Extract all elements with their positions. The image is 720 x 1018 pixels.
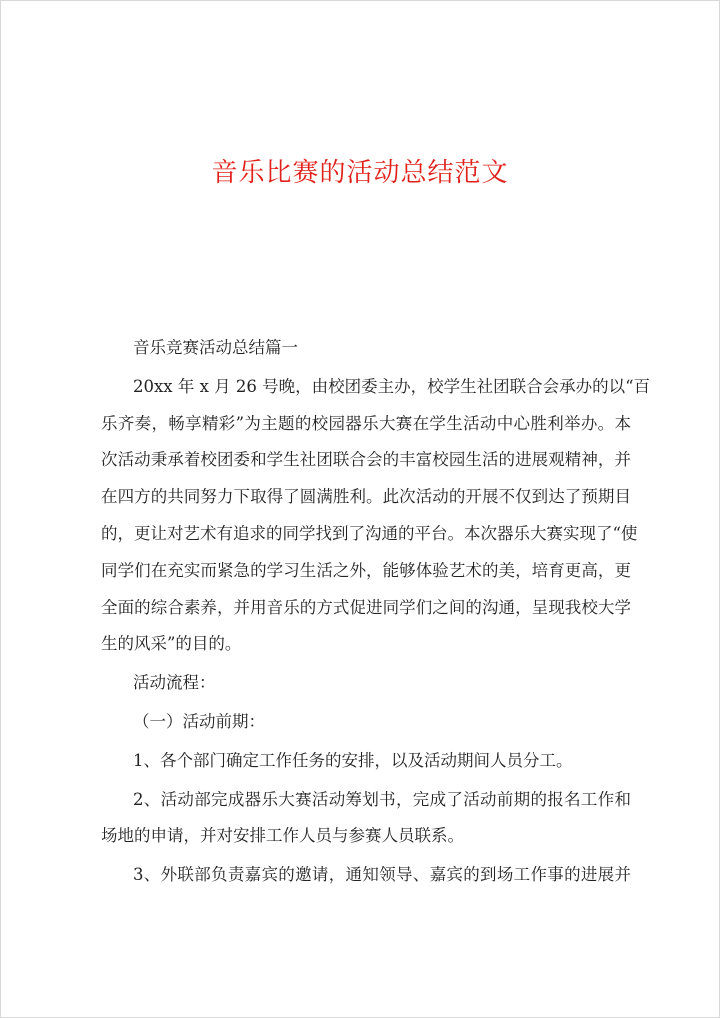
text-line: 20xx 年 x 月 26 号晚，由校团委主办，校学生社团联合会承办的以“百 [133, 376, 651, 396]
text-line: 3、外联部负责嘉宾的邀请，通知领导、嘉宾的到场工作事的进展并 [133, 865, 631, 885]
text-line: 场地的申请，并对安排工作人员与参赛人员联系。 [101, 826, 464, 846]
text-line: 生的风采”的目的。 [101, 634, 242, 654]
text-line: 在四方的共同努力下取得了圆满胜利。此次活动的开展不仅到达了预期目 [101, 487, 631, 507]
paragraph-item-2 [101, 782, 631, 856]
text-line: 活动流程： [133, 673, 216, 693]
paragraph-phase-one [101, 704, 631, 741]
text-line: 1、各个部门确定工作任务的安排，以及活动期间人员分工。 [133, 750, 573, 770]
text-line: 同学们在充实而紧急的学习生活之外，能够体验艺术的美，培育更高，更 [101, 560, 631, 580]
text-line: （一）活动前期： [133, 711, 265, 731]
text-line: 2、活动部完成器乐大赛活动筹划书，完成了活动前期的报名工作和 [133, 789, 631, 809]
document-body [101, 328, 651, 894]
text-line: 音乐竞赛活动总结篇一 [133, 338, 298, 357]
paragraph-heading [101, 330, 631, 367]
document-title: 音乐比赛的活动总结范文 [211, 158, 509, 188]
text-line: 次活动秉承着校团委和学生社团联合会的丰富校园生活的进展观精神，并 [101, 450, 631, 470]
paragraph-item-3 [101, 857, 631, 894]
paragraph-item-1 [101, 743, 631, 780]
text-line: 全面的综合素养，并用音乐的方式促进同学们之间的沟通，呈现我校大学 [101, 597, 631, 617]
text-line: 乐齐奏，畅享精彩”为主题的校园器乐大赛在学生活动中心胜利举办。本 [101, 413, 631, 433]
text-line: 的，更让对艺术有追求的同学找到了沟通的平台。本次器乐大赛实现了“使 [101, 523, 638, 543]
paragraph-intro [101, 369, 651, 663]
paragraph-process-heading [101, 665, 631, 702]
